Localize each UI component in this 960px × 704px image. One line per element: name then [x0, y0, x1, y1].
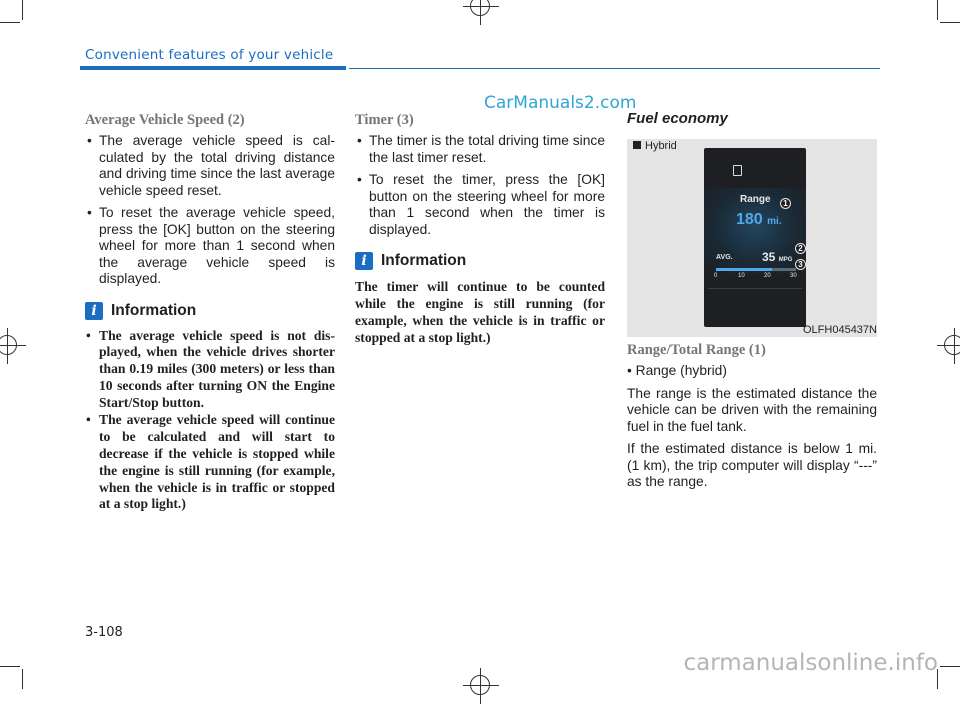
scale-tick: 20 [764, 273, 771, 279]
timer-bullet-1: • The timer is the total driving time since the last timer reset. [355, 133, 605, 166]
figure-label-text: Hybrid [645, 140, 677, 152]
range-label: Range [740, 194, 771, 205]
average-speed-heading: Average Vehicle Speed (2) [85, 112, 245, 128]
information-header [85, 302, 335, 320]
information-header [355, 252, 605, 270]
range-paragraph-2: If the estimated distance is below 1 mi. (1 km), the trip computer will display “---” as the range. [627, 441, 877, 489]
square-bullet-icon [633, 141, 641, 149]
range-section [627, 342, 877, 497]
crop-mark [22, 669, 23, 689]
scale-tick: 10 [738, 273, 745, 279]
timer-information-text: The timer will continue to be counted while the engine is still running (for example, when the vehicle is in traffic or stopped at a stop light.) [355, 279, 605, 345]
timer-bullet-2: • To reset the timer, press the [OK] button on the steering wheel for more than 1 second when the timer is displayed. [355, 172, 605, 238]
range-paragraph-1: The range is the estimated distance the vehicle can be driven with the remaining fuel in the fuel tank. [627, 385, 877, 434]
figure-code: OLFH045437N [803, 324, 877, 336]
information-bullet-2: • The average vehicle speed will continue to be calculated and will start to decrease if the vehicle is stopped while the engine is still running (for example, when the vehicle is in traffic or stopped at a stop light.) [85, 412, 335, 513]
avg-economy-bar-fill [716, 268, 772, 271]
mpg-unit: MPG [778, 257, 793, 263]
display-divider [708, 288, 802, 289]
section-title: Convenient features of your vehicle [85, 47, 334, 63]
timer-list [355, 133, 605, 238]
range-number: 180 [736, 211, 763, 228]
average-speed-list [85, 133, 335, 288]
crop-mark [940, 22, 960, 23]
average-speed-bullet-2: • To reset the average vehicle speed, press the [OK] button on the steering wheel for more than 1 second when the average vehicle speed is displayed. [85, 205, 335, 288]
instrument-cluster-display [704, 148, 806, 327]
range-unit: mi. [767, 216, 782, 227]
scale-tick: 0 [714, 273, 718, 279]
column-average-speed [85, 112, 335, 514]
column-fuel-economy [627, 110, 877, 131]
registration-mark [944, 335, 960, 355]
average-speed-bullet-1: • The average vehicle speed is calculated by the total driving distance and driving time since the last average vehicle speed reset. [85, 133, 335, 199]
cluster-figure [627, 139, 877, 337]
range-list-item: • Range (hybrid) [627, 363, 727, 378]
information-list [85, 328, 335, 514]
page-number: 3-108 [85, 625, 123, 640]
crop-mark [22, 0, 23, 20]
registration-mark [0, 335, 17, 355]
scale-tick: 30 [790, 273, 797, 279]
crop-mark [0, 666, 20, 667]
fuel-economy-heading: Fuel economy [627, 110, 728, 127]
callout-1: 1 [780, 198, 791, 209]
range-heading: Range/Total Range (1) [627, 342, 766, 358]
registration-mark [470, 675, 490, 695]
information-bullet-1: • The average vehicle speed is not displayed, when the vehicle drives shorter than 0.19 miles (300 meters) or less than 10 seconds after turning ON the Engine Start/Stop button. [85, 328, 335, 412]
watermark-bottom[interactable]: carmanualsonline.info [683, 650, 938, 676]
column-timer [355, 112, 605, 346]
watermark-top[interactable]: CarManuals2.com [484, 93, 637, 113]
callout-2: 2 [795, 243, 806, 254]
figure-label [633, 140, 677, 152]
crop-mark [937, 0, 938, 20]
information-title: Information [381, 252, 467, 269]
registration-mark [470, 0, 490, 16]
header-rule-thick [80, 66, 346, 70]
header-rule-thin [349, 68, 880, 69]
info-icon: i [355, 252, 373, 270]
avg-economy-bar [716, 268, 796, 271]
range-value [736, 211, 782, 229]
mpg-value [762, 250, 792, 264]
timer-heading: Timer (3) [355, 112, 414, 128]
fuel-pump-icon [733, 165, 742, 176]
crop-mark [940, 666, 960, 667]
callout-3: 3 [795, 259, 806, 270]
information-title: Information [111, 301, 197, 319]
mpg-number: 35 [762, 250, 776, 264]
avg-label: AVG. [716, 254, 733, 261]
crop-mark [0, 22, 20, 23]
info-icon: i [85, 302, 103, 320]
